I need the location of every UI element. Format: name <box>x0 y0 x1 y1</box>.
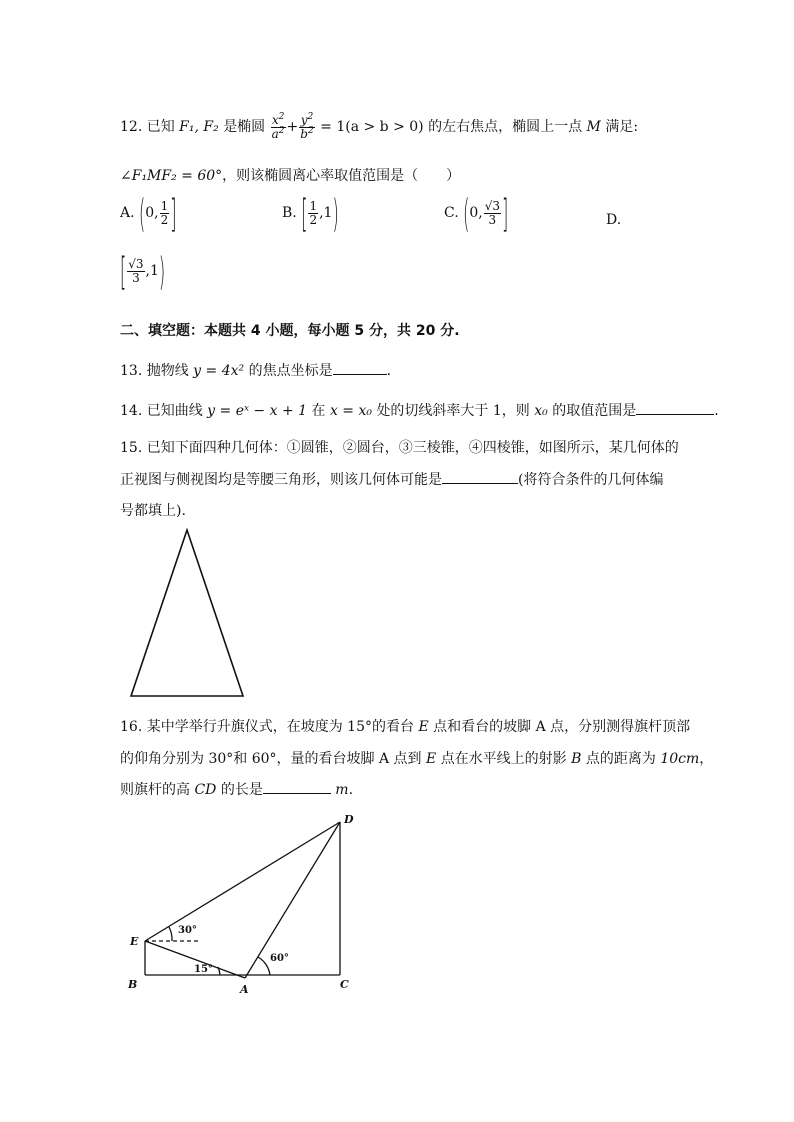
flagpole-figure <box>120 805 370 1005</box>
q15-line2: 正视图与侧视图均是等腰三角形，则该几何体可能是 (将符合条件的几何体编 <box>120 472 664 488</box>
ellipse-rhs: = 1(a > b > 0) <box>320 119 424 136</box>
q12-line2: ∠F₁MF₂ = 60°，则该椭圆离心率取值范围是（ ） <box>120 168 461 184</box>
q15-line1: 15. 已知下面四种几何体：①圆锥，②圆台，③三棱锥，④四棱锥，如图所示，某几何体的 <box>120 440 679 456</box>
arc-60 <box>258 957 270 975</box>
angle-label-60: 60° <box>270 953 289 964</box>
answer-blank[interactable] <box>333 374 387 375</box>
label-D: D <box>344 813 354 826</box>
isosceles-triangle <box>131 530 243 696</box>
q14: 14. 已知曲线 y = eˣ − x + 1 在 x = x₀ 处的切线斜率大于 1，则 x₀ 的取值范围是 . <box>120 403 719 419</box>
curve-expr: y = eˣ − x + 1 <box>207 403 308 419</box>
distance-value: 10cm <box>660 751 700 767</box>
q15-line3: 号都填上). <box>120 503 186 519</box>
label-C: C <box>340 978 349 991</box>
parabola-expr: y = 4x² <box>193 363 245 379</box>
line-AD <box>245 822 340 978</box>
answer-blank[interactable] <box>636 414 714 415</box>
q13: 13. 抛物线 y = 4x² 的焦点坐标是 . <box>120 363 392 379</box>
angle-label-30: 30° <box>178 925 197 936</box>
frac-y2-b2: $\frac{y^2}{b^2}$ <box>300 112 314 141</box>
answer-blank[interactable] <box>442 483 518 484</box>
q12-option-a: A. (0, $\frac{1}{2}$ ] <box>120 190 177 236</box>
angle-expr: ∠F₁MF₂ = 60° <box>120 168 223 184</box>
angle-label-15: 15° <box>194 964 213 975</box>
frac-x2-a2: $\frac{x^2}{a^2}$ <box>271 112 285 141</box>
q16-line2: 的仰角分别为 30°和 60°，量的看台坡脚 A 点到 E 点在水平线上的射影 B 点的距离为 10cm， <box>120 751 714 767</box>
q12-number: 12. <box>120 119 143 136</box>
q16-line3: 则旗杆的高 CD 的长是 m. <box>120 782 354 798</box>
q12-option-b: B. [ $\frac{1}{2}$ ,1) <box>282 190 339 236</box>
q12-option-c: C. (0, $\frac{√3}{3}$ ] <box>444 190 509 236</box>
arc-30 <box>169 927 172 941</box>
q12-option-d: [ $\frac{√3}{3}$ ,1) <box>120 248 166 294</box>
line-ED <box>145 822 340 941</box>
label-B: B <box>128 978 138 991</box>
q12-option-d-label: D. <box>606 212 622 228</box>
q12-line1: 12. 已知 F₁, F₂ 是椭圆 $\frac{x^2}{a^2}$ + $\frac{y^2}{b^2}$ = 1(a > b > 0) 的左右焦点，椭圆上一点 M 满足: <box>120 112 639 141</box>
label-E: E <box>130 935 139 948</box>
answer-blank[interactable] <box>263 793 331 794</box>
triangle-figure <box>120 520 260 710</box>
label-A: A <box>240 983 249 996</box>
section-heading: 二、填空题：本题共 4 小题，每小题 5 分，共 20 分. <box>120 323 460 339</box>
q16-line1: 16. 某中学举行升旗仪式，在坡度为 15°的看台 E 点和看台的坡脚 A 点，分别测得旗杆顶部 <box>120 719 691 735</box>
foci: F₁, F₂ <box>179 119 219 136</box>
